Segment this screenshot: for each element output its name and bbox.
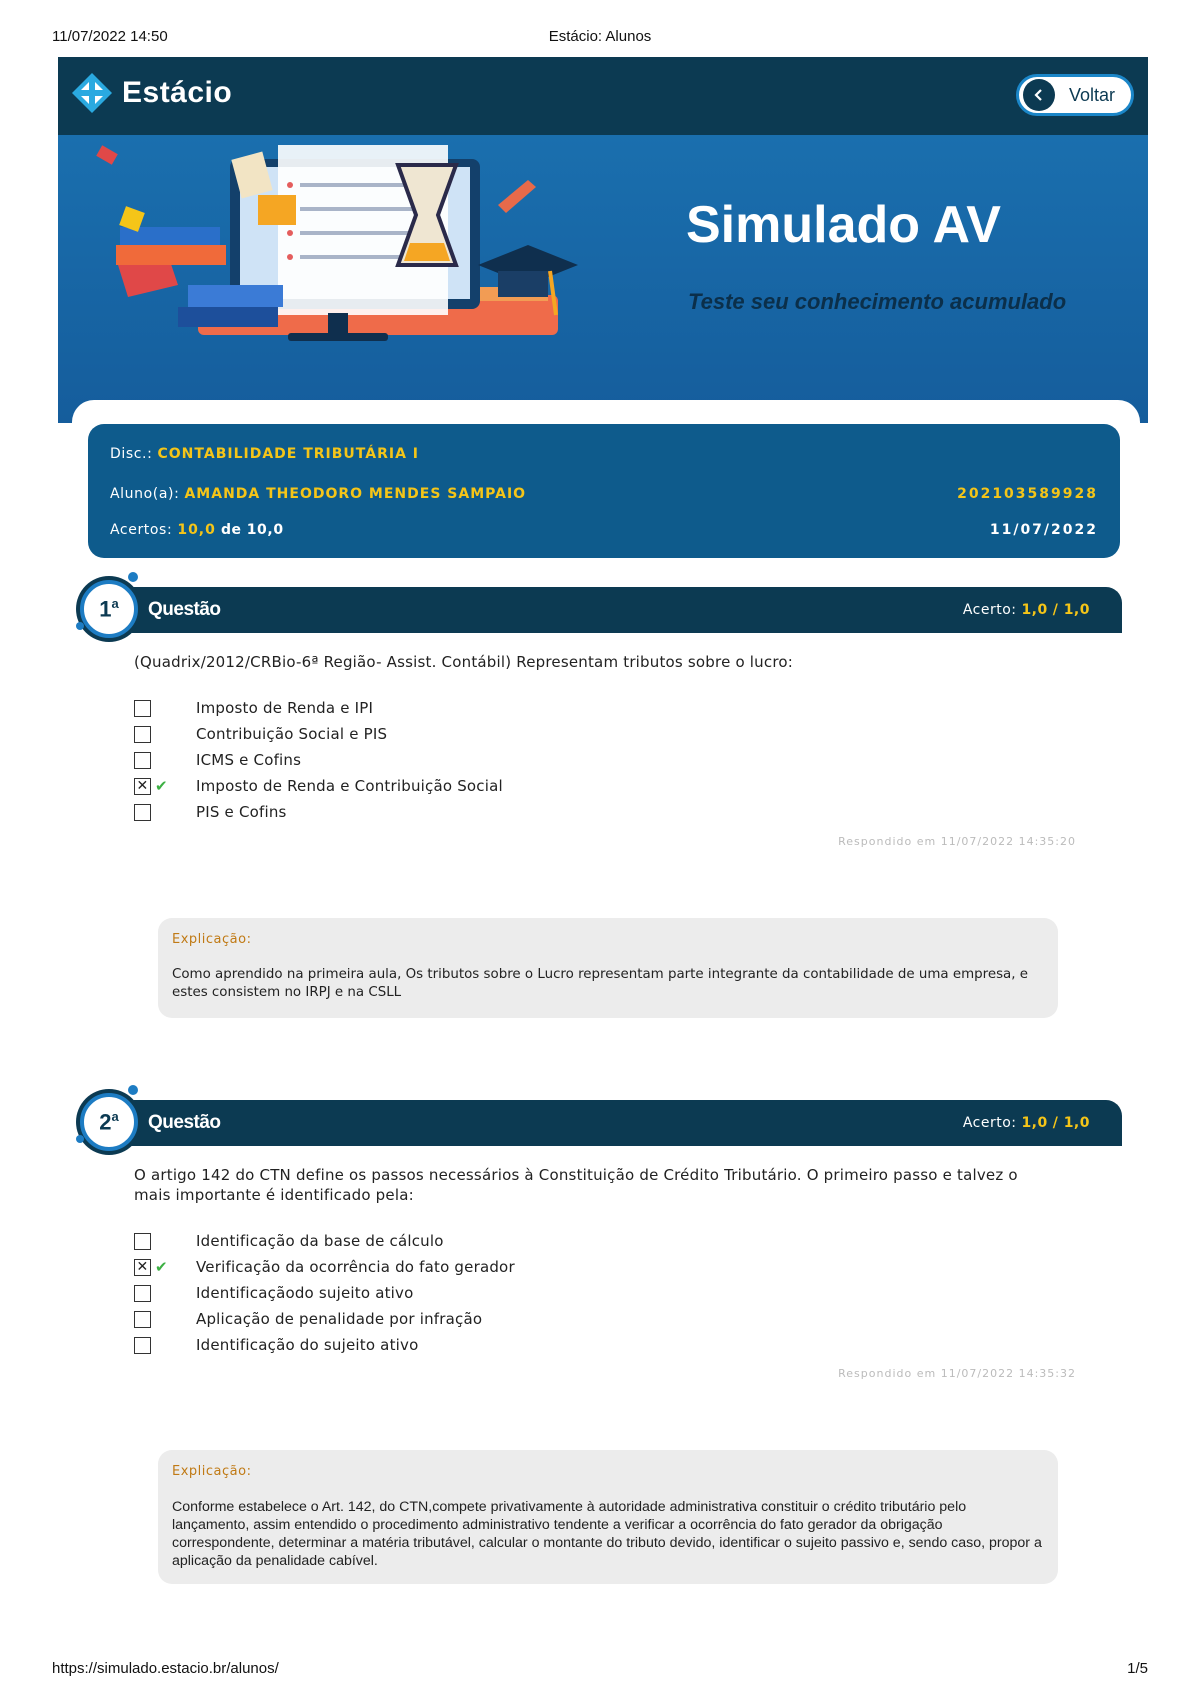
question-1-option[interactable] <box>134 723 388 745</box>
option-checkbox[interactable] <box>134 700 151 717</box>
discipline-label: Disc.: <box>110 446 153 462</box>
question-1-text: (Quadrix/2012/CRBio-6ª Região- Assist. Contábil) Representam tributos sobre o lucro: <box>134 653 794 671</box>
explanation-title: Explicação: <box>172 932 252 947</box>
option-checkbox[interactable] <box>134 804 151 821</box>
question-1-explanation <box>158 918 1058 1018</box>
explanation-body: Conforme estabelece o Art. 142, do CTN,compete privativamente à autoridade administrativa constituir o crédito tributário pelo lançamento, assim entendido o procedimento administrativo tendente a verificar a ocorrência do fato gerador da obrigação correspondente, determinar a matéria tributável, calcular o montante do tributo devido, identificar o sujeito passivo e, sendo caso, propor a aplicação da penalidade cabível. <box>172 1499 1042 1569</box>
question-2-text: O artigo 142 do CTN define os passos necessários à Constituição de Crédito Tributário. O primeiro passo e talvez o mais importante é identificado pela: <box>134 1166 1018 1204</box>
option-label: PIS e Cofins <box>196 803 287 821</box>
score-of: de <box>220 522 242 538</box>
discipline-row <box>110 446 419 462</box>
explanation-body: Como aprendido na primeira aula, Os tributos sobre o Lucro representam parte integrante da contabilidade de uma empresa, e estes consistem no IRPJ e na CSLL <box>172 967 1029 1000</box>
question-2-ordinal: a <box>111 1108 119 1124</box>
student-info-panel <box>88 424 1120 558</box>
option-checkbox[interactable] <box>134 752 151 769</box>
brand-name: Estácio <box>122 76 233 109</box>
question-1-score-total: / 1,0 <box>1052 602 1090 618</box>
question-1-answered-time: Respondido em 11/07/2022 14:35:20 <box>838 835 1076 848</box>
question-1-score <box>963 602 1090 618</box>
question-2-option[interactable] <box>134 1334 419 1356</box>
score-row <box>110 522 284 538</box>
question-1-option[interactable] <box>134 801 287 823</box>
question-2-option[interactable] <box>134 1308 483 1330</box>
question-1-score-value: 1,0 <box>1021 602 1048 618</box>
option-label: Imposto de Renda e Contribuição Social <box>196 777 503 795</box>
question-2-explanation <box>158 1450 1058 1584</box>
student-id: 202103589928 <box>957 486 1098 502</box>
question-1-header <box>130 587 1122 633</box>
hero-subtitle: Teste seu conhecimento acumulado <box>688 289 1067 314</box>
option-checkbox[interactable] <box>134 1337 151 1354</box>
badge-decor-dot <box>76 1135 84 1143</box>
print-url: https://simulado.estacio.br/alunos/ <box>52 1660 279 1677</box>
score-total: 10,0 <box>246 522 284 538</box>
brand-logo[interactable] <box>70 71 232 115</box>
chevron-left-icon <box>1023 79 1055 111</box>
score-label: Acertos: <box>110 522 173 538</box>
top-bar <box>58 57 1148 135</box>
option-label: Identificaçãodo sujeito ativo <box>196 1284 414 1302</box>
question-2-score-total: / 1,0 <box>1052 1115 1090 1131</box>
option-checkbox-checked[interactable]: ✕ <box>134 1259 151 1276</box>
discipline-value: CONTABILIDADE TRIBUTÁRIA I <box>157 446 419 462</box>
question-1-number-badge <box>80 580 138 638</box>
back-button-label: Voltar <box>1069 84 1116 105</box>
question-1-score-label: Acerto: <box>962 602 1017 618</box>
badge-decor-dot <box>76 622 84 630</box>
explanation-title: Explicação: <box>172 1464 252 1479</box>
question-2-label: Questão <box>148 1112 221 1133</box>
option-label: Identificação da base de cálculo <box>196 1232 444 1250</box>
exam-date: 11/07/2022 <box>989 522 1098 538</box>
back-button[interactable] <box>1016 74 1134 116</box>
estacio-logo-icon <box>70 71 114 115</box>
student-row <box>110 486 526 502</box>
option-label: Identificação do sujeito ativo <box>196 1336 419 1354</box>
option-label: Verificação da ocorrência do fato gerador <box>196 1258 515 1276</box>
question-2-score-label: Acerto: <box>962 1115 1017 1131</box>
option-label: Aplicação de penalidade por infração <box>196 1310 483 1328</box>
correct-check-icon: ✔ <box>155 1258 168 1276</box>
option-checkbox[interactable] <box>134 1311 151 1328</box>
print-page-number: 1/5 <box>1127 1660 1148 1677</box>
question-1-label: Questão <box>148 599 221 620</box>
question-1-option-selected[interactable] <box>134 775 503 797</box>
question-1-option[interactable] <box>134 749 302 771</box>
hero-banner <box>58 135 1148 423</box>
print-title: Estácio: Alunos <box>548 28 652 45</box>
question-1-option[interactable] <box>134 697 374 719</box>
option-checkbox[interactable] <box>134 1233 151 1250</box>
option-checkbox-checked[interactable]: ✕ <box>134 778 151 795</box>
badge-decor-dot <box>128 1085 138 1095</box>
question-2-answered-time: Respondido em 11/07/2022 14:35:32 <box>838 1367 1076 1380</box>
option-label: Imposto de Renda e IPI <box>196 699 374 717</box>
question-1-ordinal: a <box>111 595 119 611</box>
correct-check-icon: ✔ <box>155 777 168 795</box>
hero-illustration <box>58 135 618 423</box>
option-label: Contribuição Social e PIS <box>196 725 388 743</box>
question-2-option-selected[interactable] <box>134 1256 515 1278</box>
question-2-number-badge <box>80 1093 138 1151</box>
option-checkbox[interactable] <box>134 1285 151 1302</box>
print-datetime: 11/07/2022 14:50 <box>52 28 168 45</box>
question-2-option[interactable] <box>134 1282 414 1304</box>
badge-decor-dot <box>128 572 138 582</box>
score-value: 10,0 <box>177 522 216 538</box>
student-name: AMANDA THEODORO MENDES SAMPAIO <box>184 486 527 502</box>
question-2-score-value: 1,0 <box>1021 1115 1048 1131</box>
question-2-score <box>963 1115 1090 1131</box>
question-1-number: 1 <box>99 596 112 622</box>
question-2-number: 2 <box>99 1109 112 1135</box>
option-checkbox[interactable] <box>134 726 151 743</box>
student-label: Aluno(a): <box>110 486 180 502</box>
hero-title: Simulado AV <box>686 196 1001 254</box>
question-2-header <box>130 1100 1122 1146</box>
question-2-option[interactable] <box>134 1230 444 1252</box>
option-label: ICMS e Cofins <box>196 751 302 769</box>
